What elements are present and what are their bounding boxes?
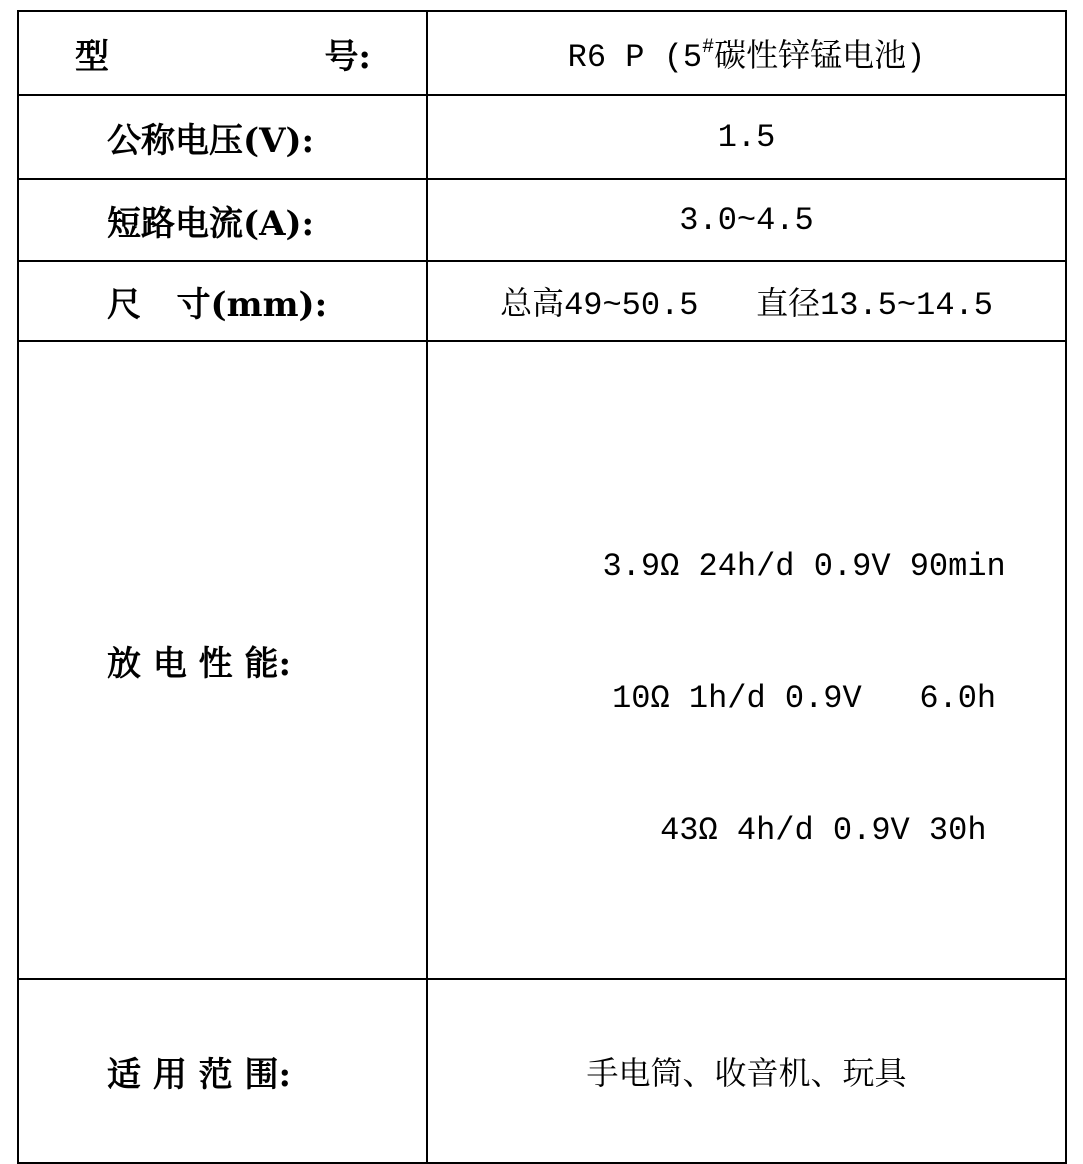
label-application-range: 适 用 范 围: [18,979,427,1163]
value-model-type: 碳性锌锰电池) [714,39,926,76]
value-model [427,11,1066,95]
discharge-line-2: 10Ω 1h/d 0.9V 6.0h [612,680,997,717]
value-model-main: R6 P (5 [567,39,703,76]
row-application-range [18,979,1066,1163]
row-model [18,11,1066,95]
value-discharge-performance [427,341,1066,979]
discharge-line-3: 43Ω 4h/d 0.9V 30h [621,812,987,849]
label-discharge-performance: 放 电 性 能: [18,341,427,979]
label-short-circuit-current: 短路电流(A): [18,179,427,261]
label-model [18,11,427,95]
value-dimensions: 总高49~50.5 直径13.5~14.5 [427,261,1066,341]
value-short-circuit-current: 3.0~4.5 [427,179,1066,261]
row-nominal-voltage [18,95,1066,179]
row-discharge-performance [18,341,1066,979]
label-nominal-voltage: 公称电压(V): [18,95,427,179]
row-dimensions [18,261,1066,341]
value-model-superscript: # [702,36,715,59]
label-dimensions: 尺 寸(mm): [18,261,427,341]
battery-spec-table [17,10,1067,1164]
value-nominal-voltage: 1.5 [427,95,1066,179]
discharge-line-1: 3.9Ω 24h/d 0.9V 90min [602,548,1006,585]
value-application-range: 手电筒、收音机、玩具 [427,979,1066,1163]
row-short-circuit-current [18,179,1066,261]
label-model-left: 型 [75,36,109,77]
label-model-right: 号: [324,36,371,77]
